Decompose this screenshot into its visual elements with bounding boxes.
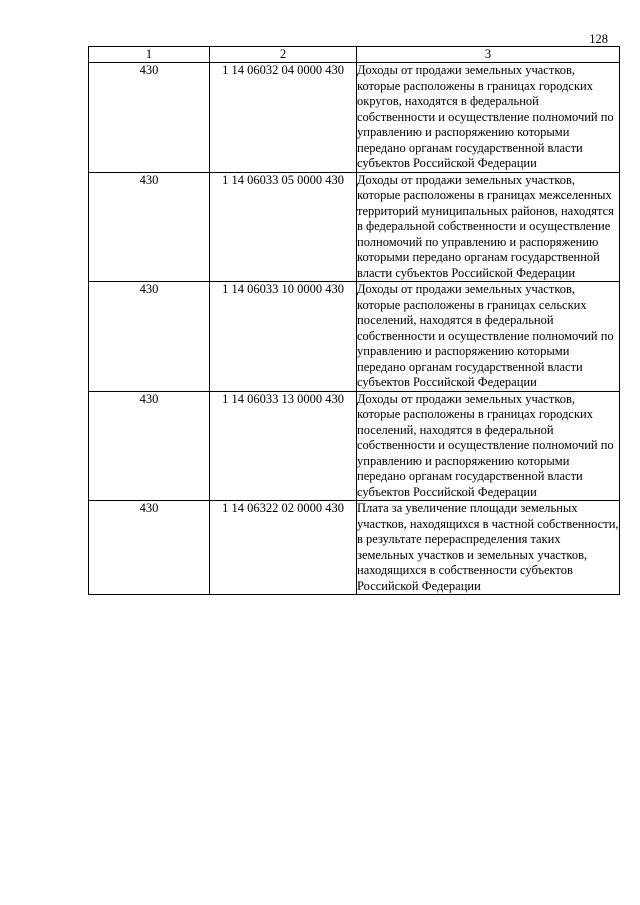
page-number: 128 [589, 32, 608, 46]
table-row [89, 63, 620, 173]
admin-code-cell: 430 [89, 282, 210, 392]
revenue-codes-table [88, 46, 620, 595]
description-cell: Плата за увеличение площади земельных участков, находящихся в частной собственности, в результате перераспределения таких земельных участков и земельных участков, находящихся в собственности субъектов Российской Федерации [357, 501, 619, 593]
table-row [89, 172, 620, 282]
header-col-2: 2 [210, 47, 357, 63]
description-cell: Доходы от продажи земельных участков, которые расположены в границах сельских поселений, находятся в федеральной собственности и осуществление полномочий по управлению и распоряжению которыми передано органам государственной власти субъектов Российской Федерации [357, 282, 620, 392]
revenue-code-cell: 1 14 06033 10 0000 430 [210, 282, 357, 392]
table-row [89, 501, 620, 595]
revenue-code-cell: 1 14 06032 04 0000 430 [210, 63, 357, 173]
revenue-code-cell: 1 14 06033 05 0000 430 [210, 172, 357, 282]
description-cell: Доходы от продажи земельных участков, которые расположены в границах межселенных территорий муниципальных районов, находятся в федеральной собственности и осуществление полномочий по управлению и распоряжению которыми передано органам государственной власти субъектов Российской Федерации [357, 172, 620, 282]
revenue-code-cell: 1 14 06033 13 0000 430 [210, 391, 357, 501]
admin-code-cell: 430 [89, 63, 210, 173]
description-cell: Доходы от продажи земельных участков, которые расположены в границах городских округов, находятся в федеральной собственности и осуществление полномочий по управлению и распоряжению которыми передано органам государственной власти субъектов Российской Федерации [357, 63, 620, 173]
header-col-3: 3 [357, 47, 620, 63]
admin-code-cell: 430 [89, 172, 210, 282]
header-col-1: 1 [89, 47, 210, 63]
table-row [89, 282, 620, 392]
admin-code-cell: 430 [89, 391, 210, 501]
table-row [89, 391, 620, 501]
revenue-code-cell: 1 14 06322 02 0000 430 [210, 501, 357, 595]
description-cell: Доходы от продажи земельных участков, которые расположены в границах городских поселений, находятся в федеральной собственности и осуществление полномочий по управлению и распоряжению которыми передано органам государственной власти субъектов Российской Федерации [357, 391, 620, 501]
admin-code-cell: 430 [89, 501, 210, 595]
table-header-row [89, 47, 620, 63]
